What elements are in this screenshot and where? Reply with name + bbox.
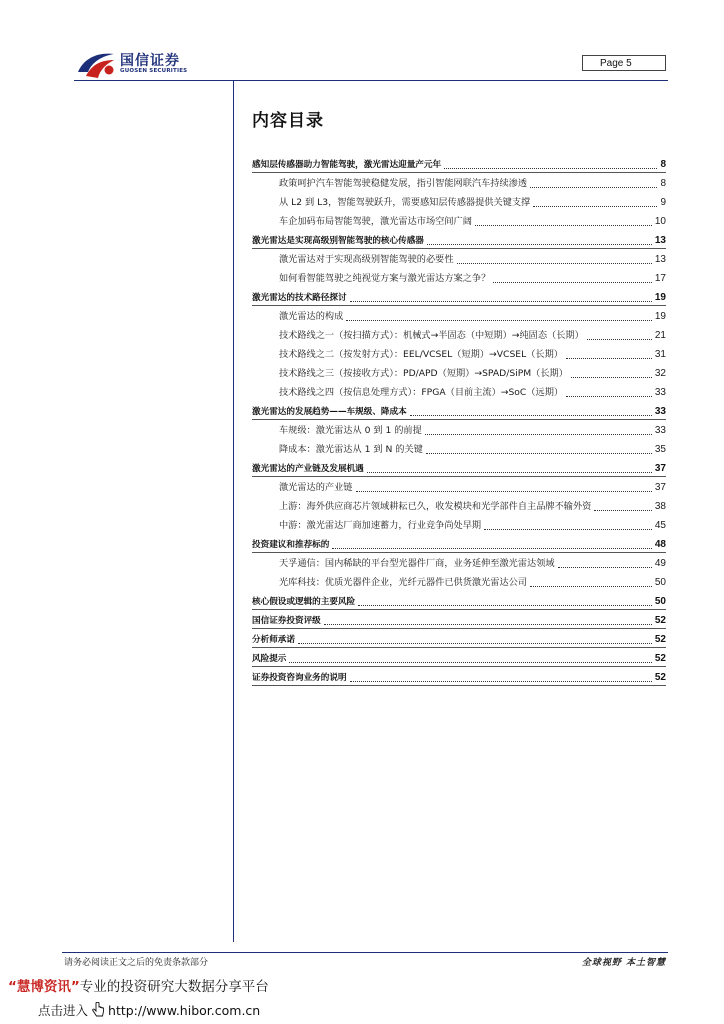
dot-leader [594, 501, 652, 511]
dot-leader [425, 425, 652, 435]
dot-leader [350, 672, 652, 682]
toc-section-rule [252, 419, 666, 420]
toc-entry-section[interactable] [252, 649, 666, 665]
dot-leader [533, 197, 657, 207]
toc-entry-page: 52 [654, 672, 666, 683]
toc-entry-subsection[interactable] [252, 193, 666, 209]
toc-entry-subsection[interactable] [252, 478, 666, 494]
toc-entry-section[interactable] [252, 155, 666, 171]
dot-leader [289, 653, 651, 663]
toc-entry-text: 分析师承诺 [252, 635, 295, 645]
footer-slogan: 全球视野 本土智慧 [581, 958, 666, 968]
toc-entry-page: 31 [654, 349, 666, 360]
footer-divider [62, 952, 668, 953]
toc-entry-text: 国信证券投资评级 [252, 616, 321, 626]
toc-entry-subsection[interactable] [252, 307, 666, 323]
dot-leader [324, 615, 652, 625]
toc-entry-text: 降成本：激光雷达从 1 到 N 的关键 [279, 444, 423, 455]
toc-entry-page: 33 [654, 387, 666, 398]
toc-entry-text: 车企加码布局智能驾驶，激光雷达市场空间广阔 [279, 216, 472, 227]
toc-entry-text: 激光雷达是实现高级别智能驾驶的核心传感器 [252, 236, 424, 246]
toc-entry-page: 13 [654, 254, 666, 265]
toc-entry-text: 激光雷达的构成 [279, 311, 344, 322]
toc-entry-text: 从 L2 到 L3，智能驾驶跃升，需要感知层传感器提供关键支撑 [279, 197, 531, 208]
toc-entry-text: 政策呵护汽车智能驾驶稳健发展，指引智能网联汽车持续渗透 [279, 178, 528, 189]
logo-chinese-text: 国信证券 [120, 53, 180, 69]
dot-leader [475, 216, 652, 226]
toc-entry-page: 50 [654, 596, 666, 607]
toc-title: 内容目录 [252, 111, 324, 131]
toc-entry-subsection[interactable] [252, 345, 666, 361]
dot-leader [587, 330, 652, 340]
toc-entry-subsection[interactable] [252, 250, 666, 266]
watermark-quote-close: ” [70, 979, 80, 995]
toc-entry-subsection[interactable] [252, 554, 666, 570]
toc-entry-page: 52 [654, 653, 666, 664]
watermark-quote-open: “ [8, 979, 17, 995]
dot-leader [426, 444, 652, 454]
toc-section-rule [252, 647, 666, 648]
toc-entry-subsection[interactable] [252, 364, 666, 380]
toc-entry-section[interactable] [252, 231, 666, 247]
toc-entry-page: 10 [654, 216, 666, 227]
toc-entry-text: 中游：激光雷达厂商加速蓄力，行业竞争尚处早期 [279, 520, 482, 531]
toc-entry-subsection[interactable] [252, 326, 666, 342]
toc-entry-subsection[interactable] [252, 212, 666, 228]
toc-entry-page: 50 [654, 577, 666, 588]
toc-entry-subsection[interactable] [252, 421, 666, 437]
toc-entry-page: 52 [654, 634, 666, 645]
toc-entry-section[interactable] [252, 535, 666, 551]
left-margin-rule [233, 80, 234, 942]
toc-entry-text: 风险提示 [252, 654, 287, 664]
toc-entry-page: 35 [654, 444, 666, 455]
toc-entry-subsection[interactable] [252, 269, 666, 285]
dot-leader [558, 558, 652, 568]
toc-entry-page: 8 [660, 159, 666, 170]
toc-entry-page: 38 [654, 501, 666, 512]
toc-entry-section[interactable] [252, 630, 666, 646]
toc-entry-text: 技术路线之三（按接收方式）：PD/APD（短期）→SPAD/SiPM（长期） [279, 368, 568, 379]
toc-entry-text: 激光雷达的产业链及发展机遇 [252, 464, 364, 474]
toc-entry-text: 技术路线之一（按扫描方式）：机械式→半固态（中短期）→纯固态（长期） [279, 330, 584, 341]
toc-entry-page: 52 [654, 615, 666, 626]
toc-entry-page: 33 [654, 406, 666, 417]
watermark-link-row[interactable] [38, 1001, 260, 1019]
toc-entry-text: 激光雷达的技术路径探讨 [252, 293, 347, 303]
dot-leader [346, 311, 652, 321]
toc-entry-text: 感知层传感器助力智能驾驶，激光雷达迎量产元年 [252, 160, 442, 170]
toc-entry-subsection[interactable] [252, 383, 666, 399]
dot-leader [350, 292, 652, 302]
dot-leader [298, 634, 652, 644]
toc-entry-text: 激光雷达的发展趋势——车规级、降成本 [252, 407, 407, 417]
disclaimer-notice: 请务必阅读正文之后的免责条款部分 [64, 958, 209, 968]
toc-entry-subsection[interactable] [252, 497, 666, 513]
toc-section-rule [252, 685, 666, 686]
dot-leader [332, 539, 652, 549]
toc-entry-text: 核心假设或逻辑的主要风险 [252, 597, 356, 607]
dot-leader [444, 159, 657, 169]
toc-entry-page: 21 [654, 330, 666, 341]
dot-leader [566, 387, 652, 397]
toc-entry-text: 技术路线之四（按信息处理方式）：FPGA（目前主流）→SoC（远期） [279, 387, 564, 398]
header-divider [74, 80, 668, 81]
toc-entry-subsection[interactable] [252, 573, 666, 589]
toc-entry-text: 技术路线之二（按发射方式）：EEL/VCSEL（短期）→VCSEL（长期） [279, 349, 563, 360]
watermark-brand: 慧博资讯 [16, 979, 71, 995]
toc-section-rule [252, 305, 666, 306]
toc-section-rule [252, 609, 666, 610]
dot-leader [427, 235, 652, 245]
dot-leader [530, 577, 652, 587]
hand-cursor-icon [91, 1002, 105, 1018]
toc-entry-text: 上游：海外供应商芯片领域耕耘已久，收发模块和光学部件自主品牌不输外资 [279, 501, 592, 512]
logo-english-text: GUOSEN SECURITIES [120, 68, 188, 74]
dot-leader [571, 368, 652, 378]
toc-entry-section[interactable] [252, 459, 666, 475]
guosen-logo-mark-icon [76, 50, 116, 80]
toc-entry-text: 如何看智能驾驶之纯视觉方案与激光雷达方案之争？ [279, 273, 491, 284]
dot-leader [356, 482, 652, 492]
watermark-url-link[interactable]: http://www.hibor.com.cn [108, 1002, 261, 1018]
dot-leader [410, 406, 652, 416]
toc-entry-text: 光库科技：优质光器件企业，光纤元器件已供货激光雷达公司 [279, 577, 528, 588]
toc-entry-page: 33 [654, 425, 666, 436]
toc-section-rule [252, 666, 666, 667]
dot-leader [493, 273, 652, 283]
toc-section-rule [252, 476, 666, 477]
toc-entry-text: 激光雷达对于实现高级别智能驾驶的必要性 [279, 254, 454, 265]
toc-section-rule [252, 552, 666, 553]
dot-leader [530, 178, 657, 188]
toc-entry-section[interactable] [252, 668, 666, 684]
toc-entry-text: 车规级：激光雷达从 0 到 1 的前提 [279, 425, 422, 436]
toc-entry-section[interactable] [252, 402, 666, 418]
dot-leader [484, 520, 652, 530]
watermark-click-label: 点击进入 [38, 1003, 89, 1018]
toc-entry-section[interactable] [252, 611, 666, 627]
page-number-label: Page 5 [582, 55, 666, 71]
toc-entry-page: 49 [654, 558, 666, 569]
toc-entry-page: 45 [654, 520, 666, 531]
toc-entry-subsection[interactable] [252, 174, 666, 190]
watermark-banner [8, 975, 269, 995]
dot-leader [457, 254, 652, 264]
toc-section-rule [252, 248, 666, 249]
toc-entry-text: 激光雷达的产业链 [279, 482, 353, 493]
toc-entry-text: 天孚通信：国内稀缺的平台型光器件厂商，业务延伸至激光雷达领域 [279, 558, 555, 569]
toc-section-rule [252, 172, 666, 173]
toc-entry-page: 37 [654, 463, 666, 474]
toc-entry-text: 证券投资咨询业务的说明 [252, 673, 347, 683]
toc-entry-section[interactable] [252, 592, 666, 608]
toc-entry-page: 48 [654, 539, 666, 550]
toc-entry-page: 17 [654, 273, 666, 284]
toc-entry-page: 37 [654, 482, 666, 493]
toc-entry-page: 8 [660, 178, 666, 189]
toc-entry-page: 32 [654, 368, 666, 379]
toc-entry-page: 19 [654, 292, 666, 303]
toc-entry-subsection[interactable] [252, 440, 666, 456]
toc-entry-page: 19 [654, 311, 666, 322]
toc-section-rule [252, 628, 666, 629]
toc-entry-section[interactable] [252, 288, 666, 304]
dot-leader [367, 463, 652, 473]
watermark-tagline: 专业的投资研究大数据分享平台 [79, 979, 269, 995]
toc-entry-page: 13 [654, 235, 666, 246]
dot-leader [566, 349, 652, 359]
toc-entry-subsection[interactable] [252, 516, 666, 532]
dot-leader [358, 596, 652, 606]
toc-entry-text: 投资建议和推荐标的 [252, 540, 330, 550]
toc-entry-page: 9 [660, 197, 666, 208]
